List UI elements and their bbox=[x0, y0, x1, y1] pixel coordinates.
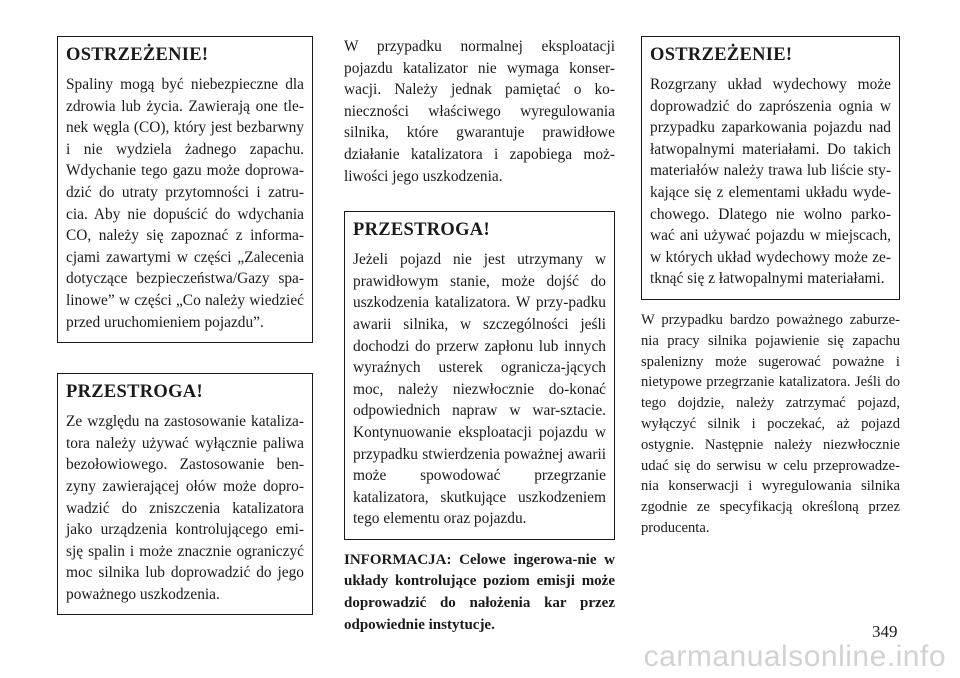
caution-title: PRZESTROGA! bbox=[66, 382, 203, 403]
info-note: INFORMACJA: Celowe ingerowa-nie w układy kontrolujące poziom emisji może doprowadzić do nałożenia kar przez odpowiednie instytucje. bbox=[344, 551, 615, 633]
warning-box-hot-exhaust bbox=[641, 36, 900, 300]
watermark-logo: carmanualsonline.info bbox=[643, 640, 946, 673]
warning-body: Rozgrzany układ wydechowy może doprowadzić do zaprószenia ognia w przypadku zaparkowania pojazdu nad łatwopalnymi materiałami. Do takich materiałów należy trawa lub liście sty-kające się z elementami układu wyde-chowego. Dlatego nie wolno parko-wać ani używać pojazdu w miejscach, w których układ wydechowy może ze-tknąć się z łatwopalnymi materiałami. bbox=[650, 76, 891, 288]
caution-title: PRZESTROGA! bbox=[353, 220, 490, 241]
warning-body: Spaliny mogą być niebezpieczne dla zdrowia lub życia. Zawierają one tle-nek węgla (CO), który jest bezbarwny i nie wydziela żadnego zapachu. Wdychanie tego gazu może doprowa-dzić do utraty przytomności i zatru-cia. Aby nie dopuścić do wdychania CO, należy się zapoznać z informa-cjami zawartymi w części „Zalecenia dotyczące bezpieczeństwa/Gazy spa-linowe” w części „Co należy wiedzieć przed uruchomieniem pojazdu”. bbox=[66, 76, 304, 331]
warning-title: OSTRZEŻENIE! bbox=[650, 45, 793, 65]
overheat-paragraph: W przypadku bardzo poważnego zaburze-nia pracy silnika pojawienie się zapachu spalenizny może sugerować poważne i nietypowe przegrzanie katalizatora. Jeśli do tego dojdzie, należy zatrzymać pojazd, wyłączyć silnik i poczekać, aż pojazd ostygnie. Następnie należy niezwłocznie udać się do serwisu w celu przeprowadze-nia konserwacji i wyregulowania silnika zgodnie ze specyfikacją określoną przez producenta. bbox=[641, 311, 900, 536]
middle-column bbox=[344, 36, 615, 636]
caution-body: Jeżeli pojazd nie jest utrzymany w prawidłowym stanie, może dojść do uszkodzenia katalizatora. W przy-padku awarii silnika, w szczególności jeśli dochodzi do przerw zapłonu lub innych wyraźnych usterek ogranicza-jących moc, należy niezwłocznie do-konać odpowiednich napraw w war-sztacie. Kontynuowanie eksploatacji pojazdu w przypadku stwierdzenia poważnej awarii może spowodować przegrzanie katalizatora, skutkujące uszkodzeniem tego elementu oraz pojazdu. bbox=[353, 251, 606, 528]
page-number: 349 bbox=[872, 622, 898, 641]
caution-box-unleaded-fuel bbox=[57, 373, 313, 615]
warning-box-exhaust bbox=[57, 36, 313, 343]
warning-title: OSTRZEŻENIE! bbox=[66, 45, 209, 65]
caution-body: Ze względu na zastosowanie kataliza-tora należy używać wyłącznie paliwa bezołowiowego. Zastosowanie ben-zyny zawierającej ołów może dopro-wadzić do zniszczenia katalizatora jako urządzenia kontrolującego emi-sję spalin i może znacznie ograniczyć moc silnika lub doprowadzić do jego poważnego uszkodzenia. bbox=[66, 413, 304, 603]
maintenance-paragraph: W przypadku normalnej eksploatacji pojazdu katalizator nie wymaga konser-wacji. Należy jednak pamiętać o ko-nieczności właściwego wyregulowania silnika, które gwarantuje prawidłowe działanie katalizatora i zapobiega moż-liwości jego uszkodzenia. bbox=[344, 38, 615, 185]
caution-box-engine-failure bbox=[344, 211, 615, 540]
left-column bbox=[57, 36, 313, 615]
right-column bbox=[641, 36, 900, 539]
